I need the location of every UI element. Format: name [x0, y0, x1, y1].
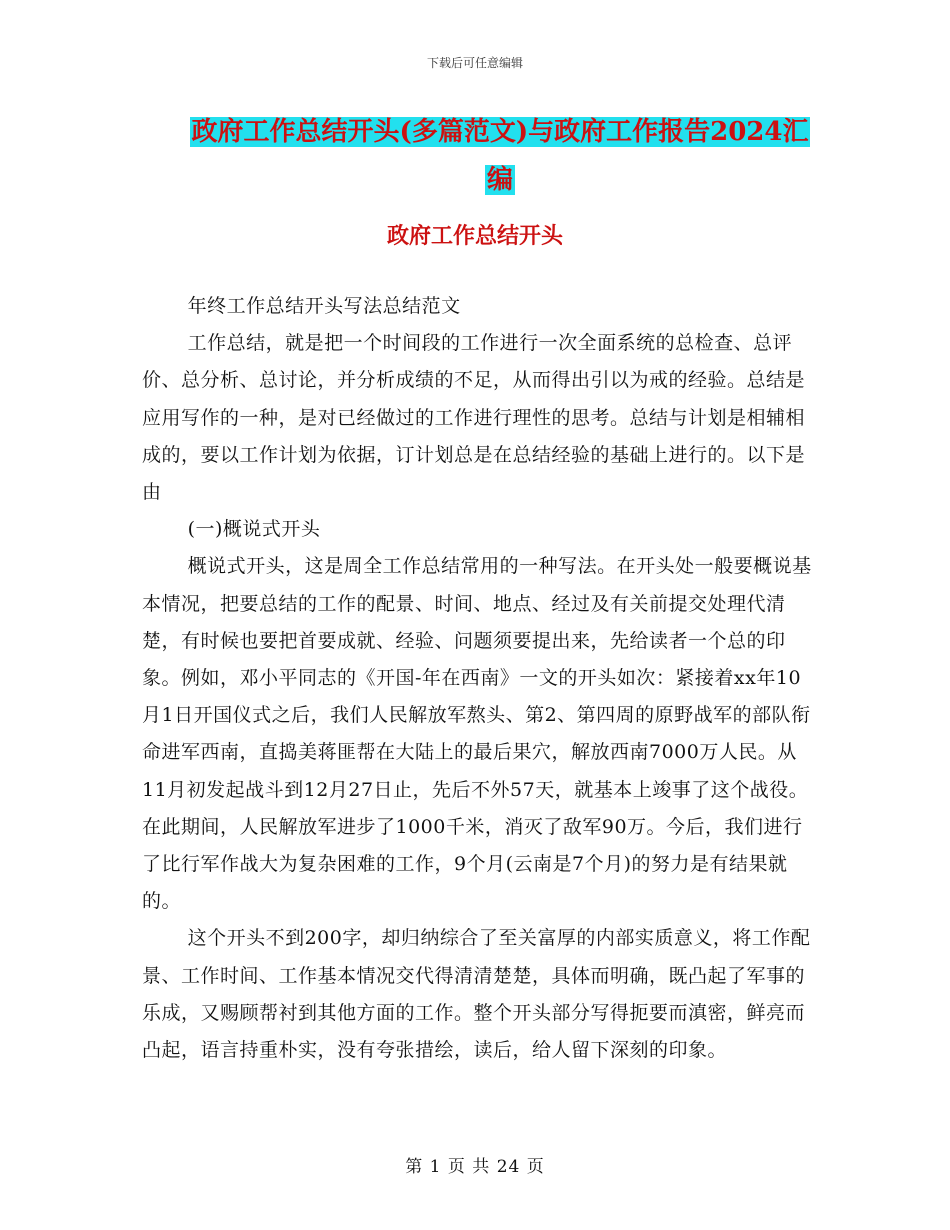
- document-title-line-1: 政府工作总结开头(多篇范文)与政府工作报告2024汇: [191, 117, 809, 147]
- header-note: 下载后可任意编辑: [426, 56, 523, 70]
- paragraph-example: 概说式开头，这是周全工作总结常用的一种写法。在开头处一般要概说基本情况，把要总结的工作的配景、时间、地点、经过及有关前提交处理代清楚，有时候也要把首要成就、经验、问题须要提出来，先给读者一个总的印象。例如，邓小平同志的《开国-年在西南》一文的开头如次：紧接着xx年10月1日开国仪式之后，我们人民解放军熬头、第2、第四周的原野战军的部队衔命进军西南，直捣美蒋匪帮在大陆上的最后果穴，解放西南7000万人民。从11月初发起战斗到12月27日止，先后不外57天，就基本上竣事了这个战役。在此期间，人民解放军进步了1000千米，消灭了敌军90万。今后，我们进行了比行军作战大为复杂困难的工作，9个月(云南是7个月)的努力是有结果就的。: [142, 555, 812, 913]
- paragraph-analysis: 这个开头不到200字，却归纳综合了至关富厚的内部实质意义，将工作配景、工作时间、工作基本情况交代得清清楚楚，具体而明确，既凸起了军事的乐成，又赐顾帮衬到其他方面的工作。整个开头部分写得扼要而滇密，鲜亮而凸起，语言持重朴实，没有夸张措绘，读后，给人留下深刻的印象。: [142, 927, 811, 1062]
- paragraph-intro: 工作总结，就是把一个时间段的工作进行一次全面系统的总检查、总评价、总分析、总讨论，并分析成绩的不足，从而得出引以为戒的经验。总结是应用写作的一种，是对已经做过的工作进行理性的思考。总结与计划是相辅相成的，要以工作计划为依据，订计划总是在总结经验的基础上进行的。以下是由: [142, 332, 806, 504]
- document-title: [150, 108, 850, 204]
- document-title-line-2: 编: [486, 165, 513, 195]
- section-heading: 政府工作总结开头: [386, 223, 563, 249]
- page-number-footer: 第 1 页 共 24 页: [405, 1157, 545, 1177]
- document-body: [142, 288, 814, 1069]
- paragraph-subheading: (一)概说式开头: [187, 518, 321, 541]
- paragraph-subtitle: 年终工作总结开头写法总结范文: [187, 295, 461, 317]
